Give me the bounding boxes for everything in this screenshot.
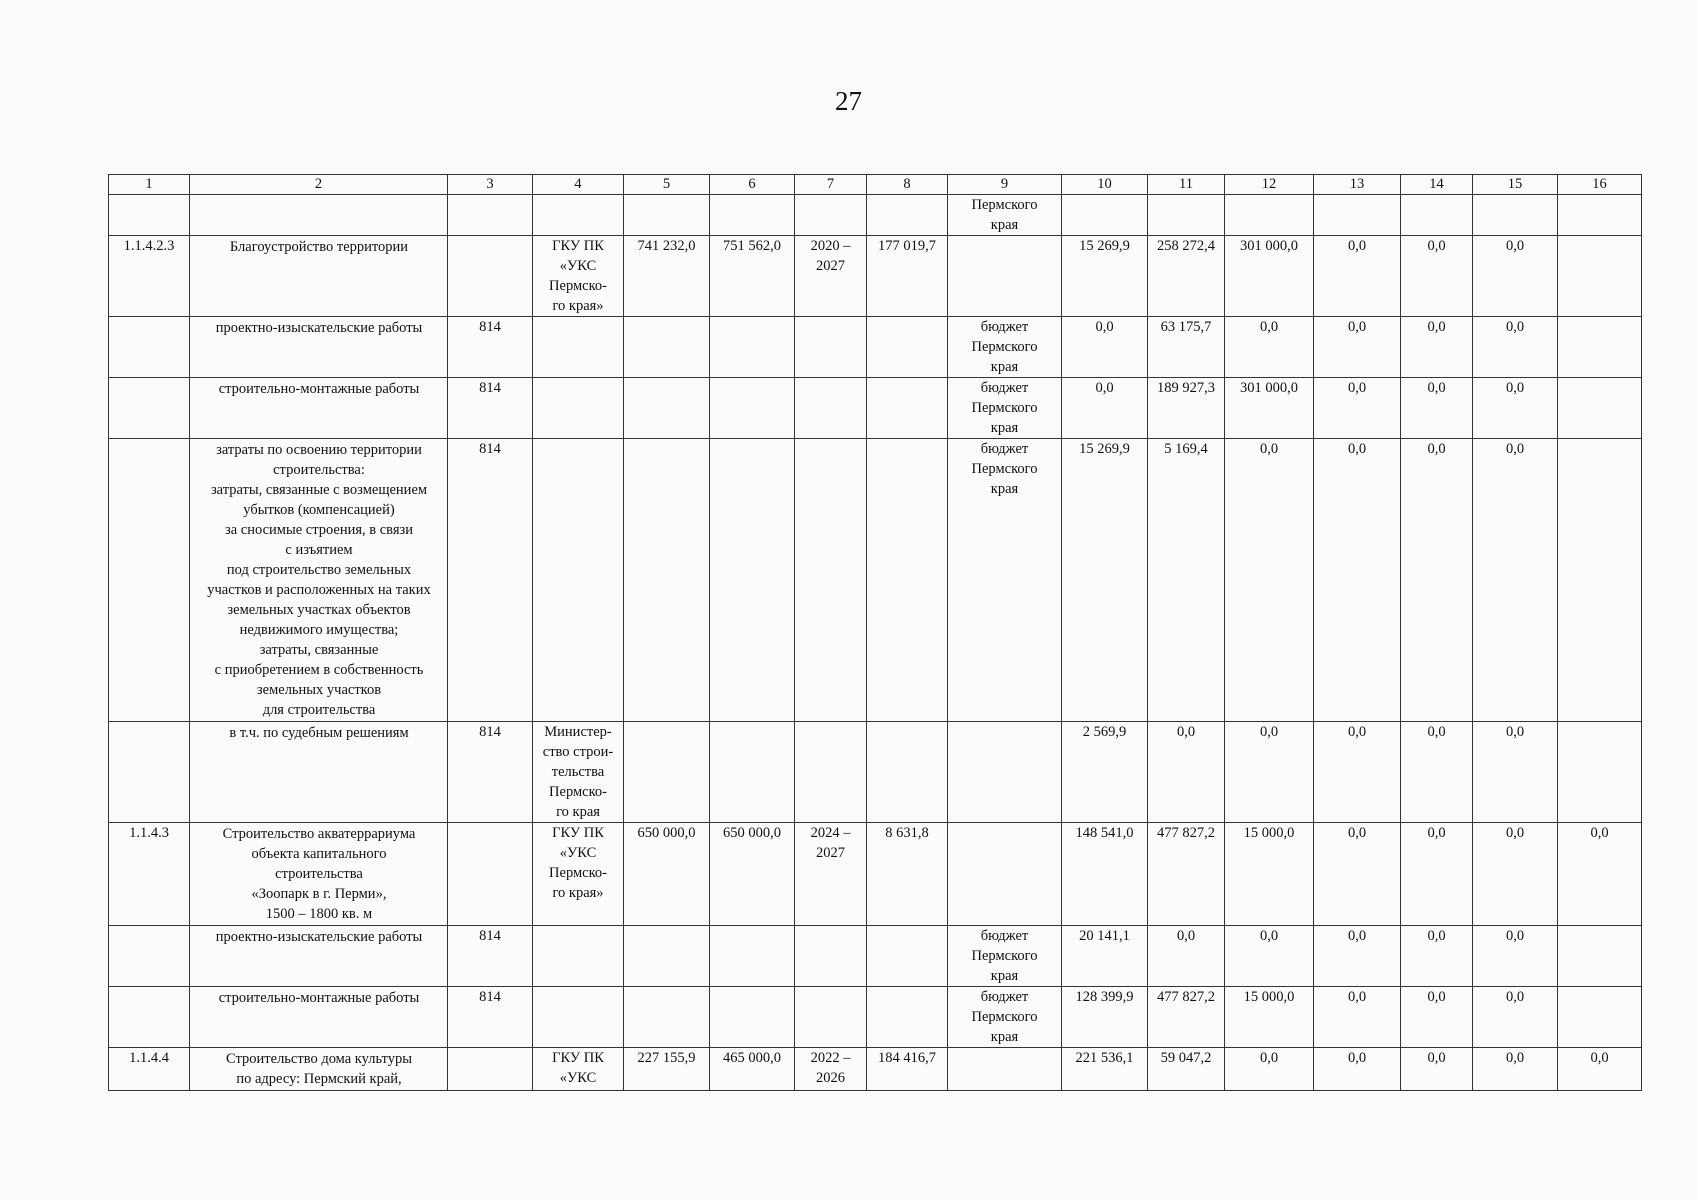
table-cell-col-10: 0,0 [1062, 378, 1148, 439]
table-cell-col-4 [533, 195, 624, 236]
table-cell-col-2: Благоустройство территории [190, 236, 448, 317]
table-cell-col-15: 0,0 [1473, 236, 1558, 317]
table-cell-col-12: 301 000,0 [1225, 378, 1314, 439]
table-cell-col-13: 0,0 [1314, 439, 1401, 722]
table-cell-col-5 [624, 987, 710, 1048]
column-number: 3 [448, 175, 533, 195]
table-cell-col-12: 0,0 [1225, 926, 1314, 987]
table-cell-col-15: 0,0 [1473, 926, 1558, 987]
column-number: 7 [795, 175, 867, 195]
table-cell-col-2: проектно-изыскательские работы [190, 317, 448, 378]
table-cell-col-9: Пермского края [948, 195, 1062, 236]
table-cell-col-9: бюджет Пермского края [948, 317, 1062, 378]
table-cell-col-5 [624, 195, 710, 236]
table-cell-col-6: 650 000,0 [710, 823, 795, 926]
table-cell-col-12 [1225, 195, 1314, 236]
column-number: 15 [1473, 175, 1558, 195]
table-cell-col-12: 0,0 [1225, 1048, 1314, 1091]
table-cell-col-2: в т.ч. по судебным решениям [190, 722, 448, 823]
table-cell-col-7 [795, 722, 867, 823]
column-number-row [109, 175, 1642, 195]
table-cell-col-16 [1558, 195, 1642, 236]
table-cell-col-2: строительно-монтажные работы [190, 987, 448, 1048]
column-number: 5 [624, 175, 710, 195]
table-cell-col-9: бюджет Пермского края [948, 378, 1062, 439]
table-cell-col-12: 301 000,0 [1225, 236, 1314, 317]
table-cell-col-5: 650 000,0 [624, 823, 710, 926]
table-cell-col-13: 0,0 [1314, 987, 1401, 1048]
table-cell-col-10: 148 541,0 [1062, 823, 1148, 926]
table-cell-col-4 [533, 987, 624, 1048]
table-cell-col-11: 477 827,2 [1148, 987, 1225, 1048]
table-cell-col-9: бюджет Пермского края [948, 439, 1062, 722]
column-number: 9 [948, 175, 1062, 195]
table-cell-col-6: 465 000,0 [710, 1048, 795, 1091]
table-cell-col-11: 63 175,7 [1148, 317, 1225, 378]
column-number: 10 [1062, 175, 1148, 195]
table-cell-col-5 [624, 439, 710, 722]
table-cell-col-1: 1.1.4.3 [109, 823, 190, 926]
table-cell-col-3: 814 [448, 317, 533, 378]
table-row [109, 317, 1642, 378]
table-cell-col-16 [1558, 722, 1642, 823]
table-cell-col-1: 1.1.4.2.3 [109, 236, 190, 317]
table-row [109, 378, 1642, 439]
table-cell-col-3: 814 [448, 987, 533, 1048]
table-cell-col-11: 0,0 [1148, 926, 1225, 987]
table-cell-col-8: 8 631,8 [867, 823, 948, 926]
table-cell-col-16: 0,0 [1558, 823, 1642, 926]
table-cell-col-5: 227 155,9 [624, 1048, 710, 1091]
table-cell-col-10: 20 141,1 [1062, 926, 1148, 987]
table-cell-col-12: 0,0 [1225, 439, 1314, 722]
table-cell-col-1 [109, 439, 190, 722]
table-cell-col-9 [948, 722, 1062, 823]
table-cell-col-13: 0,0 [1314, 317, 1401, 378]
table-cell-col-1 [109, 987, 190, 1048]
table-cell-col-6 [710, 378, 795, 439]
column-number: 8 [867, 175, 948, 195]
table-cell-col-16 [1558, 987, 1642, 1048]
table-cell-col-1 [109, 926, 190, 987]
table-cell-col-3: 814 [448, 378, 533, 439]
table-row [109, 722, 1642, 823]
table-cell-col-9 [948, 823, 1062, 926]
table-cell-col-4 [533, 378, 624, 439]
table-cell-col-4: ГКУ ПК «УКС Пермско- го края» [533, 823, 624, 926]
table-cell-col-15: 0,0 [1473, 1048, 1558, 1091]
table-cell-col-13: 0,0 [1314, 378, 1401, 439]
table-cell-col-13: 0,0 [1314, 722, 1401, 823]
table-cell-col-12: 0,0 [1225, 317, 1314, 378]
table-cell-col-11: 477 827,2 [1148, 823, 1225, 926]
table-cell-col-16 [1558, 926, 1642, 987]
table-cell-col-8 [867, 317, 948, 378]
table-cell-col-9 [948, 236, 1062, 317]
table-cell-col-6 [710, 317, 795, 378]
table-cell-col-14: 0,0 [1401, 987, 1473, 1048]
table-cell-col-15: 0,0 [1473, 378, 1558, 439]
table-cell-col-1 [109, 317, 190, 378]
table-row [109, 823, 1642, 926]
table-cell-col-9: бюджет Пермского края [948, 926, 1062, 987]
table-cell-col-3 [448, 1048, 533, 1091]
table-cell-col-1 [109, 378, 190, 439]
table-row [109, 926, 1642, 987]
table-cell-col-8: 184 416,7 [867, 1048, 948, 1091]
column-number: 13 [1314, 175, 1401, 195]
table-cell-col-1 [109, 195, 190, 236]
table-cell-col-10: 221 536,1 [1062, 1048, 1148, 1091]
table-cell-col-3 [448, 195, 533, 236]
table-cell-col-8 [867, 378, 948, 439]
column-number: 11 [1148, 175, 1225, 195]
table-cell-col-15: 0,0 [1473, 823, 1558, 926]
table-cell-col-10: 15 269,9 [1062, 236, 1148, 317]
table-cell-col-8 [867, 987, 948, 1048]
table-cell-col-7 [795, 439, 867, 722]
table-cell-col-16: 0,0 [1558, 1048, 1642, 1091]
table-cell-col-16 [1558, 317, 1642, 378]
page-number: 27 [835, 86, 862, 116]
table-cell-col-13: 0,0 [1314, 236, 1401, 317]
table-cell-col-7: 2024 – 2027 [795, 823, 867, 926]
table-cell-col-16 [1558, 236, 1642, 317]
table-cell-col-4 [533, 439, 624, 722]
table-cell-col-14: 0,0 [1401, 317, 1473, 378]
table-cell-col-16 [1558, 378, 1642, 439]
table-cell-col-16 [1558, 439, 1642, 722]
table-cell-col-12: 0,0 [1225, 722, 1314, 823]
table-cell-col-2 [190, 195, 448, 236]
table-cell-col-9 [948, 1048, 1062, 1091]
table-cell-col-6 [710, 926, 795, 987]
table-cell-col-10: 15 269,9 [1062, 439, 1148, 722]
table-cell-col-8: 177 019,7 [867, 236, 948, 317]
table-cell-col-14: 0,0 [1401, 823, 1473, 926]
table-cell-col-6 [710, 722, 795, 823]
table-cell-col-14: 0,0 [1401, 926, 1473, 987]
table-cell-col-6 [710, 195, 795, 236]
table-cell-col-15 [1473, 195, 1558, 236]
table-cell-col-15: 0,0 [1473, 987, 1558, 1048]
table-row [109, 1048, 1642, 1091]
table-cell-col-14: 0,0 [1401, 439, 1473, 722]
table-cell-col-12: 15 000,0 [1225, 987, 1314, 1048]
column-number: 16 [1558, 175, 1642, 195]
table-cell-col-4: ГКУ ПК «УКС Пермско- го края» [533, 236, 624, 317]
table-cell-col-8 [867, 722, 948, 823]
table-cell-col-13: 0,0 [1314, 823, 1401, 926]
table-cell-col-5 [624, 926, 710, 987]
table-cell-col-13: 0,0 [1314, 1048, 1401, 1091]
column-number: 2 [190, 175, 448, 195]
table-cell-col-10 [1062, 195, 1148, 236]
table-cell-col-5 [624, 722, 710, 823]
table-cell-col-13: 0,0 [1314, 926, 1401, 987]
table-row [109, 236, 1642, 317]
table-cell-col-3: 814 [448, 926, 533, 987]
table-cell-col-14: 0,0 [1401, 378, 1473, 439]
table-cell-col-3 [448, 236, 533, 317]
table-cell-col-7: 2020 – 2027 [795, 236, 867, 317]
column-number: 4 [533, 175, 624, 195]
table-cell-col-14 [1401, 195, 1473, 236]
table-cell-col-1: 1.1.4.4 [109, 1048, 190, 1091]
table-cell-col-7 [795, 195, 867, 236]
table-cell-col-5: 741 232,0 [624, 236, 710, 317]
table-cell-col-11: 5 169,4 [1148, 439, 1225, 722]
table-cell-col-11: 189 927,3 [1148, 378, 1225, 439]
table-cell-col-3: 814 [448, 722, 533, 823]
table-cell-col-15: 0,0 [1473, 439, 1558, 722]
table-row [109, 439, 1642, 722]
table-cell-col-11 [1148, 195, 1225, 236]
table-cell-col-2: затраты по освоению территории строительства: затраты, связанные с возмещением убытков (компенсацией) за сносимые строения, в связи с изъятием под строительство земельных участков и расположенных на таких земельных участках объектов недвижимого имущества; затраты, связанные с приобретением в собственность земельных участков для строительства [190, 439, 448, 722]
table-cell-col-2: Строительство дома культуры по адресу: Пермский край, [190, 1048, 448, 1091]
table-cell-col-11: 258 272,4 [1148, 236, 1225, 317]
budget-table [108, 174, 1642, 1091]
table-cell-col-3 [448, 823, 533, 926]
table-cell-col-15: 0,0 [1473, 317, 1558, 378]
table-cell-col-7 [795, 926, 867, 987]
table-cell-col-10: 128 399,9 [1062, 987, 1148, 1048]
table-row [109, 195, 1642, 236]
table-cell-col-4 [533, 317, 624, 378]
table-cell-col-4: ГКУ ПК «УКС [533, 1048, 624, 1091]
table-cell-col-4: Министер- ство строи- тельства Пермско- го края [533, 722, 624, 823]
table-cell-col-8 [867, 926, 948, 987]
table-cell-col-11: 0,0 [1148, 722, 1225, 823]
table-cell-col-7 [795, 378, 867, 439]
table-cell-col-14: 0,0 [1401, 722, 1473, 823]
table-cell-col-9: бюджет Пермского края [948, 987, 1062, 1048]
table-cell-col-5 [624, 378, 710, 439]
table-cell-col-3: 814 [448, 439, 533, 722]
table-cell-col-10: 0,0 [1062, 317, 1148, 378]
table-cell-col-15: 0,0 [1473, 722, 1558, 823]
column-number: 12 [1225, 175, 1314, 195]
table-row [109, 987, 1642, 1048]
table-cell-col-8 [867, 195, 948, 236]
table-cell-col-8 [867, 439, 948, 722]
column-number: 1 [109, 175, 190, 195]
table-cell-col-6: 751 562,0 [710, 236, 795, 317]
table-cell-col-7: 2022 – 2026 [795, 1048, 867, 1091]
table-cell-col-1 [109, 722, 190, 823]
table-cell-col-2: строительно-монтажные работы [190, 378, 448, 439]
table-cell-col-7 [795, 317, 867, 378]
table-cell-col-14: 0,0 [1401, 236, 1473, 317]
table-cell-col-12: 15 000,0 [1225, 823, 1314, 926]
table-cell-col-7 [795, 987, 867, 1048]
column-number: 14 [1401, 175, 1473, 195]
table-cell-col-6 [710, 987, 795, 1048]
table-cell-col-5 [624, 317, 710, 378]
table-cell-col-6 [710, 439, 795, 722]
table-cell-col-13 [1314, 195, 1401, 236]
table-cell-col-4 [533, 926, 624, 987]
table-cell-col-10: 2 569,9 [1062, 722, 1148, 823]
column-number: 6 [710, 175, 795, 195]
table-cell-col-14: 0,0 [1401, 1048, 1473, 1091]
table-cell-col-2: проектно-изыскательские работы [190, 926, 448, 987]
table-cell-col-11: 59 047,2 [1148, 1048, 1225, 1091]
table-cell-col-2: Строительство акватеррариума объекта капитального строительства «Зоопарк в г. Перми», 1500 – 1800 кв. м [190, 823, 448, 926]
